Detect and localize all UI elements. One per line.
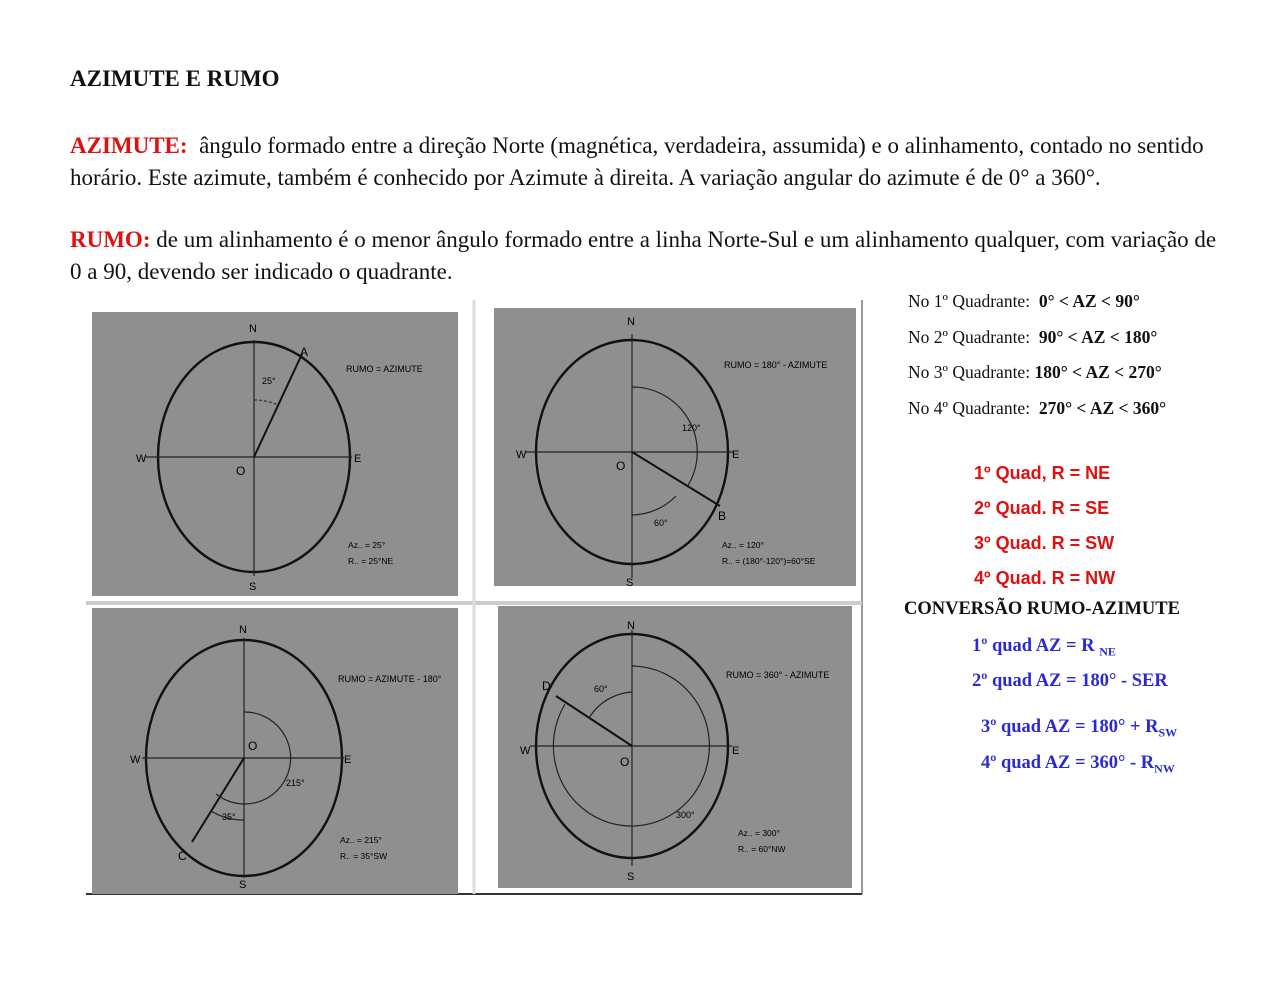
diagram-3-n: N bbox=[239, 624, 247, 636]
rumo-quadrant-list bbox=[974, 456, 1115, 596]
diagram-2-n: N bbox=[627, 316, 635, 328]
azimute-text: ângulo formado entre a direção Norte (magnética, verdadeira, assumida) e o alinhamento, contado no sentido horário. Este azimute, também é conhecido por Azimute à direita. A variação angular do azimute é de 0° a 360°. bbox=[70, 133, 1204, 190]
rumo-quadrant-3: 3º Quad. R = SW bbox=[974, 533, 1115, 553]
diagram-1-e: E bbox=[354, 453, 362, 465]
quadrant-range-4: No 4º Quadrante: 270° < AZ < 360° bbox=[908, 397, 1167, 418]
conversion-q1: 1º quad AZ = R $_{NE}$ bbox=[972, 636, 1116, 659]
diagram-1-s: S bbox=[249, 581, 257, 593]
quadrant-range-1: No 1º Quadrante: 0° < AZ < 90° bbox=[908, 291, 1140, 311]
diagram-1-angle: 25° bbox=[262, 376, 276, 386]
diagram-quadrant-4 bbox=[498, 606, 852, 888]
rumo-quadrant-2: 2º Quad. R = SE bbox=[974, 498, 1110, 518]
diagram-2-o: O bbox=[616, 459, 626, 473]
azimuth-diagrams-figure bbox=[86, 300, 864, 896]
diagram-3-o: O bbox=[248, 739, 258, 753]
diagram-2-s: S bbox=[626, 577, 634, 589]
quadrant-ranges bbox=[908, 284, 1166, 426]
diagram-1-r: R.. = 25°NE bbox=[348, 556, 394, 566]
diagram-1-n: N bbox=[249, 323, 257, 335]
diagram-quadrant-3 bbox=[92, 608, 458, 894]
diagram-3-s: S bbox=[239, 879, 247, 891]
diagram-4-o: O bbox=[620, 755, 630, 769]
diagram-3-angle2: 35° bbox=[222, 812, 236, 822]
conversion-q4: 4º quad AZ = $360^\circ - R_{NW}$ bbox=[981, 753, 1175, 776]
diagram-quadrant-1 bbox=[92, 312, 458, 596]
diagram-3-point: C bbox=[178, 849, 187, 863]
diagram-4-formula: RUMO = 360° - AZIMUTE bbox=[726, 670, 830, 680]
diagram-3-w: W bbox=[130, 754, 141, 766]
diagram-2-formula: RUMO = 180° - AZIMUTE bbox=[724, 360, 828, 370]
diagram-2-angle: 120° bbox=[682, 423, 701, 433]
conversion-q2: 2º quad AZ = 180° - SER bbox=[972, 671, 1168, 691]
diagram-4-az: Az.. = 300° bbox=[738, 828, 780, 838]
diagram-1-w: W bbox=[136, 453, 147, 465]
rumo-quadrant-1: 1º Quad, R = NE bbox=[974, 463, 1111, 483]
diagram-1-az: Az.. = 25° bbox=[348, 540, 386, 550]
diagram-4-angle2: 60° bbox=[594, 684, 608, 694]
quadrant-range-2: No 2º Quadrante: 90° < AZ < 180° bbox=[908, 326, 1158, 347]
diagram-4-n: N bbox=[627, 620, 635, 632]
quadrant-range-3: No 3º Quadrante: 180° < AZ < 270° bbox=[908, 362, 1162, 382]
azimute-definition bbox=[70, 130, 1220, 193]
rumo-quadrant-4: 4º Quad. R = NW bbox=[974, 568, 1116, 588]
diagram-3-az: Az.. = 215° bbox=[340, 835, 382, 845]
conversion-title: CONVERSÃO RUMO-AZIMUTE bbox=[904, 599, 1180, 619]
conversion-q3: 3º quad AZ = $180^\circ + R_{SW}$ bbox=[981, 717, 1178, 740]
diagram-quadrant-2 bbox=[494, 308, 856, 589]
diagram-3-angle: 215° bbox=[286, 778, 305, 788]
azimute-label: AZIMUTE: bbox=[70, 133, 188, 158]
diagram-3-e: E bbox=[344, 754, 352, 766]
diagram-2-az: Az.. = 120° bbox=[722, 540, 764, 550]
diagram-4-r: R.. = 60°NW bbox=[738, 844, 786, 854]
diagram-4-e: E bbox=[732, 745, 740, 757]
rumo-definition bbox=[70, 224, 1220, 287]
diagram-4-w: W bbox=[520, 745, 531, 757]
rumo-label: RUMO: bbox=[70, 227, 151, 252]
diagram-3-r: R.. = 35°SW bbox=[340, 851, 388, 861]
diagram-2-r: R.. = (180°-120°)=60°SE bbox=[722, 556, 816, 566]
diagram-4-s: S bbox=[627, 871, 635, 883]
diagram-2-e: E bbox=[732, 449, 740, 461]
diagram-2-w: W bbox=[516, 449, 527, 461]
diagram-1-formula: RUMO = AZIMUTE bbox=[346, 364, 423, 374]
diagram-2-angle2: 60° bbox=[654, 518, 668, 528]
page-title: AZIMUTE E RUMO bbox=[70, 66, 280, 91]
diagram-4-angle: 300° bbox=[676, 810, 695, 820]
diagram-4-point: D bbox=[542, 679, 551, 693]
diagram-1-o: O bbox=[236, 464, 246, 478]
diagram-2-point: B bbox=[718, 509, 727, 523]
rumo-text: de um alinhamento é o menor ângulo formado entre a linha Norte-Sul e um alinhamento qualquer, com variação de 0 a 90, devendo ser indicado o quadrante. bbox=[70, 227, 1217, 284]
diagram-3-formula: RUMO = AZIMUTE - 180° bbox=[338, 674, 442, 684]
diagram-1-point: A bbox=[300, 345, 309, 359]
